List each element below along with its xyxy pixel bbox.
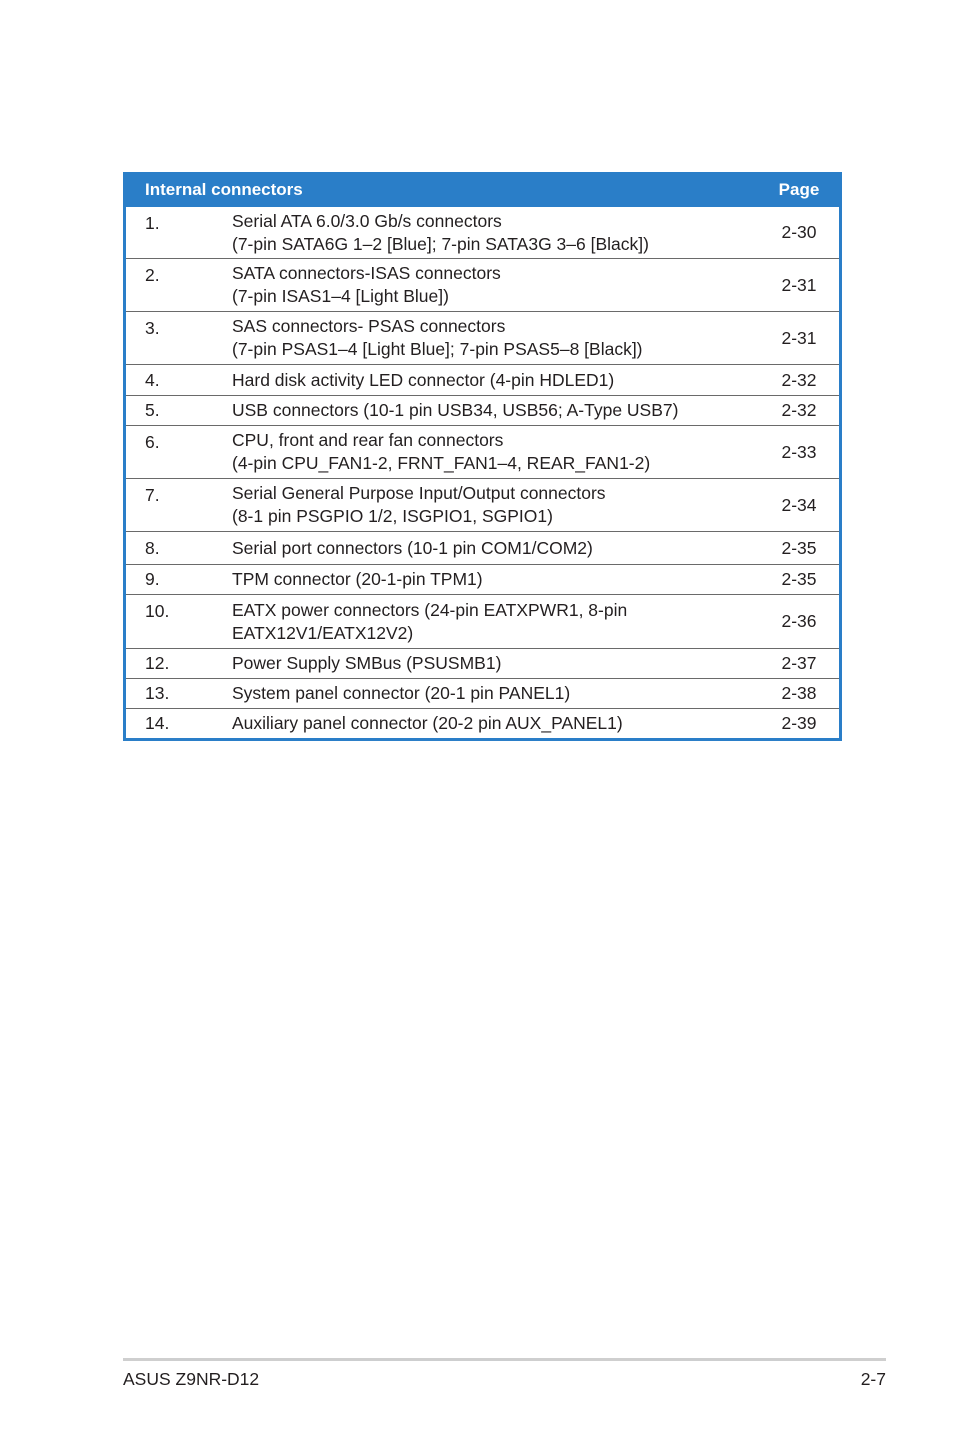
footer-rule [123, 1358, 886, 1361]
row-description [232, 652, 759, 675]
row-description [232, 594, 759, 650]
row-number: 5. [145, 400, 160, 420]
table-row [126, 311, 839, 364]
row-page: 2-35 [781, 569, 817, 589]
table-row [126, 648, 839, 678]
row-number: 6. [145, 432, 160, 452]
row-number: 1. [145, 213, 160, 233]
row-description [232, 424, 759, 480]
row-description-line1: USB connectors (10-1 pin USB34, USB56; A-Type USB7) [232, 400, 679, 420]
row-description [232, 682, 759, 705]
row-page: 2-35 [781, 537, 817, 558]
row-description-line1: EATX power connectors (24-pin EATXPWR1, 8-pin [232, 599, 628, 620]
row-page: 2-34 [781, 494, 817, 515]
row-description [232, 205, 759, 261]
row-number: 9. [145, 569, 160, 589]
table-row [126, 205, 839, 258]
row-page: 2-37 [781, 653, 817, 673]
row-description-line2: (7-pin ISAS1–4 [Light Blue]) [232, 286, 449, 306]
row-description-line1: System panel connector (20-1 pin PANEL1) [232, 683, 571, 703]
row-number: 8. [145, 537, 160, 558]
header-title: Internal connectors [145, 180, 303, 199]
footer-model: ASUS Z9NR-D12 [123, 1369, 260, 1389]
row-description-line2: (4-pin CPU_FAN1-2, FRNT_FAN1–4, REAR_FAN1-2) [232, 453, 651, 473]
row-page: 2-33 [781, 441, 817, 462]
row-page: 2-36 [781, 611, 817, 631]
row-description [232, 369, 759, 392]
footer-page-number: 2-7 [860, 1369, 886, 1389]
row-description [232, 257, 759, 313]
row-description-line2: (7-pin SATA6G 1–2 [Blue]; 7-pin SATA3G 3–6 [Black]) [232, 233, 649, 254]
table-row [126, 531, 839, 564]
row-description-line1: Power Supply SMBus (PSUSMB1) [232, 653, 502, 673]
row-description-line1: Hard disk activity LED connector (4-pin HDLED1) [232, 369, 615, 390]
row-description-line1: TPM connector (20-1-pin TPM1) [232, 569, 483, 589]
row-description [232, 568, 759, 591]
row-description [232, 537, 759, 560]
table-row [126, 425, 839, 478]
row-description [232, 477, 759, 533]
row-description-line1: Auxiliary panel connector (20-2 pin AUX_PANEL1) [232, 713, 623, 733]
table-row [126, 678, 839, 708]
table-row [126, 708, 839, 738]
row-number: 2. [145, 265, 160, 285]
table-row [126, 594, 839, 648]
row-description-line2: (7-pin PSAS1–4 [Light Blue]; 7-pin PSAS5–8 [Black]) [232, 339, 643, 359]
row-number: 12. [145, 653, 170, 673]
table-row [126, 564, 839, 594]
row-page: 2-32 [781, 369, 817, 390]
row-description [232, 712, 759, 735]
table-row [126, 395, 839, 425]
row-description-line2: EATX12V1/EATX12V2) [232, 622, 414, 643]
row-description-line1: Serial ATA 6.0/3.0 Gb/s connectors [232, 210, 502, 231]
row-page: 2-31 [781, 274, 817, 295]
row-description [232, 399, 759, 422]
header-page: Page [778, 180, 820, 199]
connectors-table [123, 172, 842, 741]
table-row [126, 258, 839, 311]
row-description [232, 310, 759, 366]
row-page: 2-32 [781, 400, 817, 420]
row-page: 2-38 [781, 683, 817, 703]
row-description-line1: SATA connectors-ISAS connectors [232, 263, 501, 283]
row-description-line1: Serial General Purpose Input/Output connectors [232, 483, 606, 503]
row-page: 2-31 [781, 327, 817, 348]
row-page: 2-30 [781, 222, 817, 242]
row-page: 2-39 [781, 713, 817, 733]
row-number: 10. [145, 601, 170, 621]
table-row [126, 478, 839, 531]
row-number: 13. [145, 683, 170, 703]
table-header [126, 175, 839, 205]
row-number: 14. [145, 713, 170, 733]
row-description-line1: Serial port connectors (10-1 pin COM1/COM2) [232, 537, 593, 558]
row-description-line1: CPU, front and rear fan connectors [232, 430, 504, 450]
row-description-line1: SAS connectors- PSAS connectors [232, 316, 506, 336]
row-number: 4. [145, 369, 160, 390]
row-number: 3. [145, 318, 160, 338]
table-body [126, 205, 839, 738]
row-description-line2: (8-1 pin PSGPIO 1/2, ISGPIO1, SGPIO1) [232, 506, 553, 526]
table-row [126, 364, 839, 395]
row-number: 7. [145, 485, 160, 505]
